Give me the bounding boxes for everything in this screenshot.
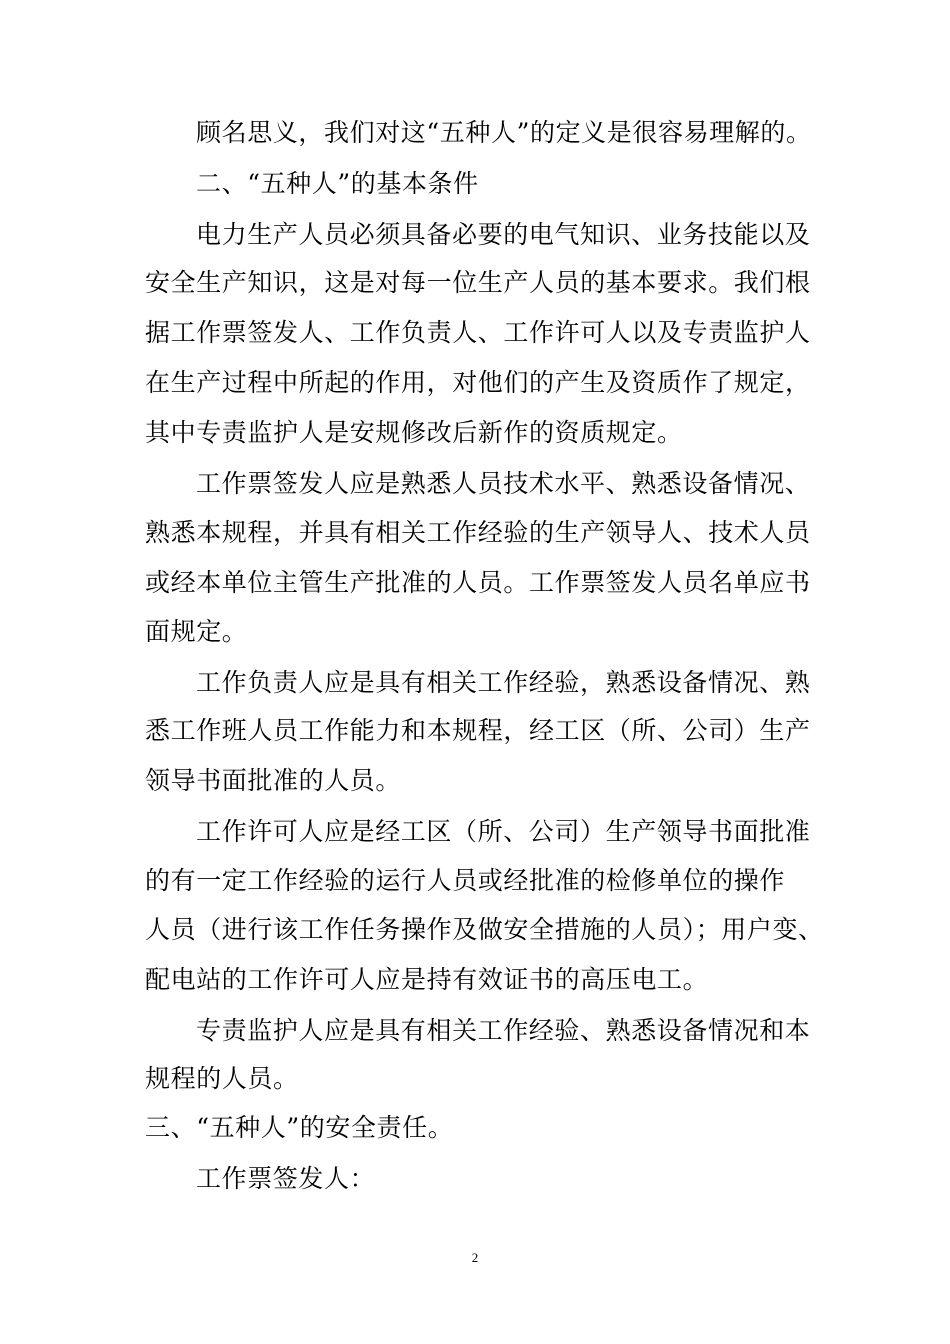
text-line: 的有一定工作经验的运行人员或经批准的检修单位的操作 [145,866,786,895]
text-line: 电力生产人员必须具备必要的电气知识、业务技能以及 [196,220,811,249]
text-line: 工作票签发人： [196,1164,376,1193]
text-line: 专责监护人应是具有相关工作经验、熟悉设备情况和本 [196,1016,811,1045]
text-line: 安全生产知识，这是对每一位生产人员的基本要求。我们根 [145,268,811,297]
text-line: 其中专责监护人是安规修改后新作的资质规定。 [145,418,683,447]
text-line: 工作票签发人应是熟悉人员技术水平、熟悉设备情况、 [196,469,811,498]
text-line: 面规定。 [145,617,248,646]
section-heading: 二、“五种人”的基本条件 [196,169,479,198]
text-line: 人员（进行该工作任务操作及做安全措施的人员）；用户变、 [145,915,824,944]
text-line: 悉工作班人员工作能力和本规程，经工区（所、公司）生产 [145,716,811,745]
text-line: 或经本单位主管生产批准的人员。工作票签发人员名单应书 [145,568,811,597]
text-line: 工作许可人应是经工区（所、公司）生产领导书面批准 [196,817,811,846]
text-line: 配电站的工作许可人应是持有效证书的高压电工。 [145,965,709,994]
text-line: 领导书面批准的人员。 [145,766,402,795]
text-line: 据工作票签发人、工作负责人、工作许可人以及专责监护人 [145,318,811,347]
text-line: 工作负责人应是具有相关工作经验，熟悉设备情况、熟 [196,668,811,697]
text-line: 在生产过程中所起的作用，对他们的产生及资质作了规定， [145,368,811,397]
section-heading: 三、“五种人”的安全责任。 [145,1113,454,1142]
page-number: 2 [471,1250,479,1265]
text-line: 顾名思义，我们对这“五种人”的定义是很容易理解的。 [196,118,812,147]
text-line: 规程的人员。 [145,1064,299,1093]
text-line: 熟悉本规程，并具有相关工作经验的生产领导人、技术人员 [145,518,811,547]
